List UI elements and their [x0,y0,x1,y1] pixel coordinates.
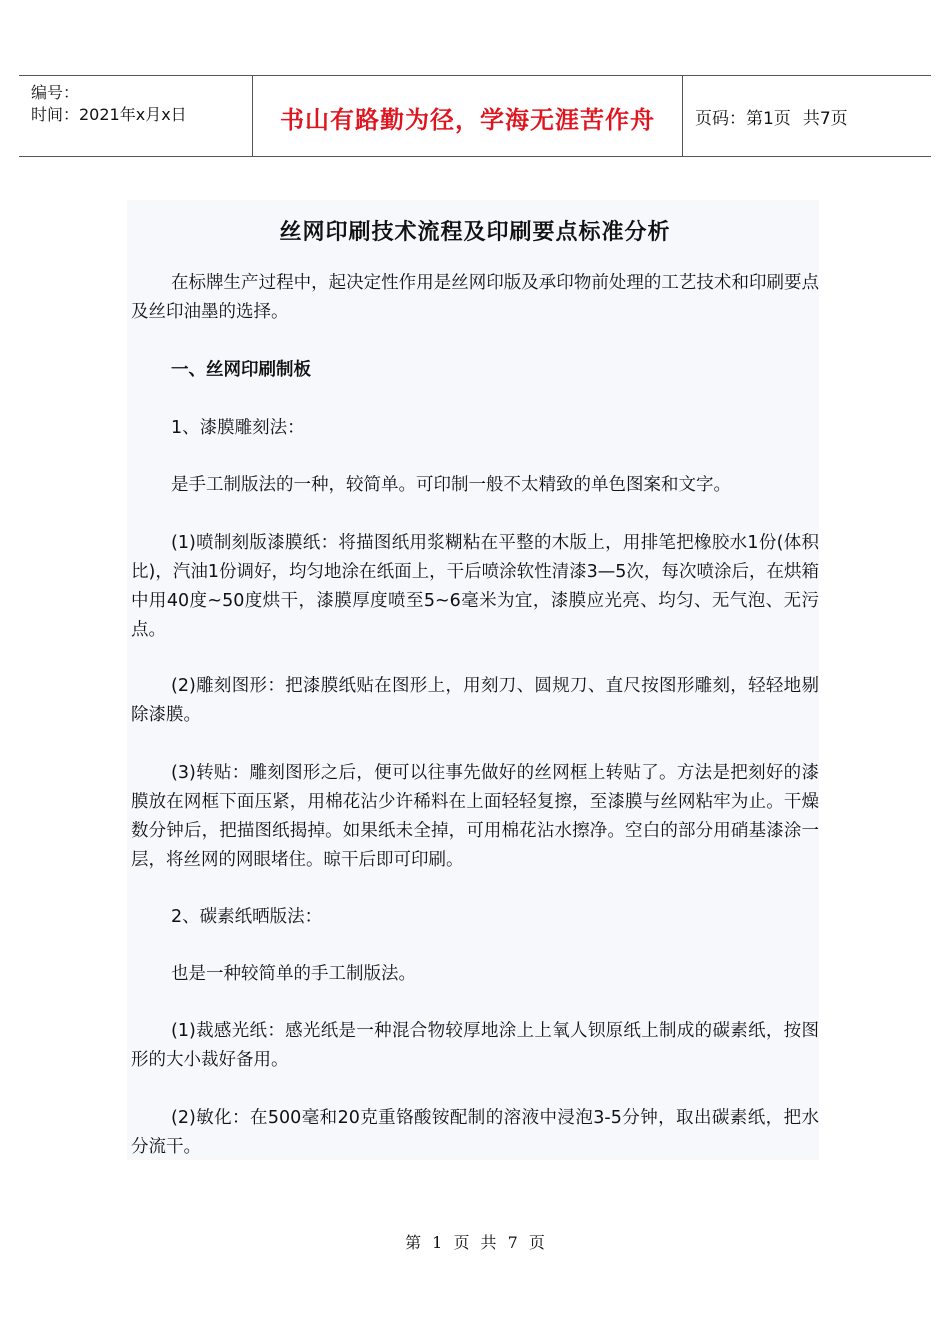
document-number-label: 编号： [31,83,80,102]
paragraph: (1)裁感光纸：感光纸是一种混合物较厚地涂上上氧人钡原纸上制成的碳素纸，按图形的大小裁好备用。 [131,1021,819,1070]
paragraph: 是手工制版法的一种，较简单。可印制一般不太精致的单色图案和文字。 [171,475,731,495]
header-meta [19,76,252,156]
document-time-label: 时间：2021年x月x日 [31,105,187,124]
document-title: 丝网印刷技术流程及印刷要点标准分析 [279,220,671,245]
paragraph-intro: 在标牌生产过程中，起决定性作用是丝网印版及承印物前处理的工艺技术和印刷要点及丝印油墨的选择。 [131,273,819,322]
page-footer: 第 1 页 共 7 页 [405,1233,545,1252]
subsection-heading-1: 1、漆膜雕刻法： [171,418,305,438]
header-motto: 书山有路勤为径，学海无涯苦作舟 [252,76,683,156]
paragraph: (3)转贴：雕刻图形之后，便可以往事先做好的丝网框上转贴了。方法是把刻好的漆膜放在网框下面压紧，用棉花沾少许稀料在上面轻轻复擦，至漆膜与丝网粘牢为止。干燥数分钟后，把描图纸揭掉。如果纸未全掉，可用棉花沾水擦净。空白的部分用硝基漆涂一层，将丝网的网眼堵住。晾干后即可印刷。 [131,763,819,870]
paragraph: 也是一种较简单的手工制版法。 [171,964,416,984]
paragraph: (1)喷制刻版漆膜纸：将描图纸用浆糊粘在平整的木版上，用排笔把橡胶水1份(体积比)，汽油1份调好，均匀地涂在纸面上，干后喷涂软性清漆3—5次，每次喷涂后，在烘箱中用40度~50度烘干，漆膜厚度喷至5~6毫米为宜，漆膜应光亮、均匀、无气泡、无污点。 [131,533,819,640]
header-total-label: 共7页 [802,108,848,129]
header-page-info [683,76,931,156]
section-heading-1: 一、丝网印刷制板 [171,360,311,380]
subsection-heading-2: 2、碳素纸晒版法： [171,907,323,927]
header-page-label: 页码：第1页 [695,108,791,129]
document-header [19,75,931,157]
paragraph: (2)敏化：在500毫和20克重铬酸铵配制的溶液中浸泡3-5分钟，取出碳素纸，把水分流干。 [131,1108,819,1157]
paragraph: (2)雕刻图形：把漆膜纸贴在图形上，用刻刀、圆规刀、直尺按图形雕刻，轻轻地剔除漆膜。 [131,676,819,725]
